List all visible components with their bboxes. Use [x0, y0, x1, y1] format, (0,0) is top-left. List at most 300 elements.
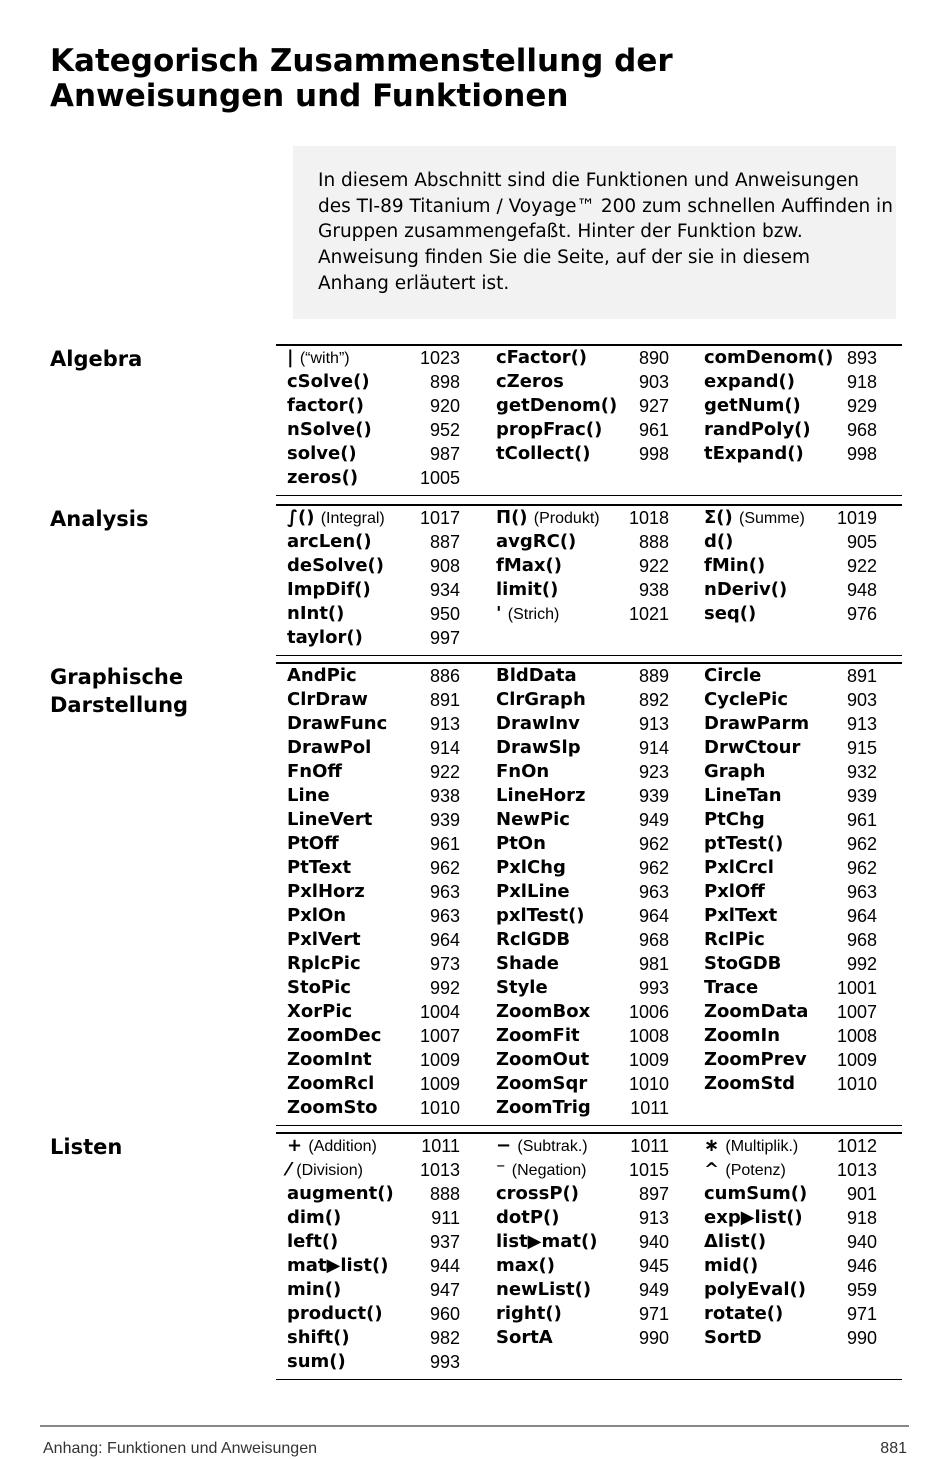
- page-reference: 914: [429, 738, 460, 758]
- page-reference: 913: [638, 714, 669, 734]
- page-reference: 968: [846, 930, 877, 950]
- page-reference: 913: [846, 714, 877, 734]
- page-reference: 922: [846, 556, 877, 576]
- table-row: [287, 880, 887, 904]
- function-name: FnOff: [287, 761, 342, 782]
- function-name: nSolve(): [287, 419, 372, 440]
- page-reference: 961: [429, 834, 460, 854]
- function-name: PxlText: [704, 905, 778, 926]
- table-row: [287, 1230, 887, 1254]
- function-name: ^ (Potenz): [704, 1159, 786, 1180]
- function-name: ⁄ (Division): [287, 1159, 363, 1180]
- page-reference: 948: [846, 580, 877, 600]
- function-name: getDenom(): [496, 395, 618, 416]
- table-row: [287, 736, 887, 760]
- function-name: max(): [496, 1255, 555, 1276]
- page-reference: 939: [429, 810, 460, 830]
- table-row: [287, 1024, 887, 1048]
- function-name: DrawSlp: [496, 737, 581, 758]
- page-reference: 1009: [419, 1074, 460, 1094]
- page-reference: 892: [638, 690, 669, 710]
- table-row: [287, 442, 887, 466]
- page-reference: 1001: [836, 978, 877, 998]
- function-name: fMax(): [496, 555, 562, 576]
- function-name: PxlChg: [496, 857, 566, 878]
- function-name: Trace: [704, 977, 759, 998]
- function-name: solve(): [287, 443, 357, 464]
- page-reference: 1013: [419, 1160, 460, 1180]
- function-name: DrawInv: [496, 713, 580, 734]
- function-name: sum(): [287, 1351, 346, 1372]
- page-reference: 963: [638, 882, 669, 902]
- page-reference: 1008: [836, 1026, 877, 1046]
- page-reference: 992: [429, 978, 460, 998]
- page-reference: 934: [429, 580, 460, 600]
- page-reference: 1004: [419, 1002, 460, 1022]
- table-row: [287, 1096, 887, 1120]
- function-name: dotP(): [496, 1207, 560, 1228]
- intro-line: In diesem Abschnitt sind die Funktionen und Anweisungen: [318, 170, 859, 191]
- function-name: taylor(): [287, 627, 363, 648]
- page-reference: 887: [429, 532, 460, 552]
- page-reference: 1021: [628, 604, 669, 624]
- function-name: fMin(): [704, 555, 766, 576]
- function-name: PxlVert: [287, 929, 361, 950]
- function-name: tCollect(): [496, 443, 591, 464]
- function-name: ClrGraph: [496, 689, 586, 710]
- page-reference: 1013: [836, 1160, 877, 1180]
- table-row: [287, 554, 887, 578]
- table-row: [287, 1302, 887, 1326]
- function-name: DrawPol: [287, 737, 372, 758]
- function-name: ptTest(): [704, 833, 784, 854]
- page-number: 881: [880, 1440, 907, 1457]
- section-heading-line: Listen: [50, 1135, 123, 1159]
- page-reference: 964: [429, 930, 460, 950]
- intro-line: Gruppen zusammengefaßt. Hinter der Funktion bzw.: [318, 221, 803, 243]
- function-name: SortA: [496, 1327, 553, 1348]
- page-reference: 890: [638, 348, 669, 368]
- function-name: dim(): [287, 1207, 342, 1228]
- page-reference: 981: [638, 954, 669, 974]
- table-row: [287, 760, 887, 784]
- page-reference: 939: [846, 786, 877, 806]
- page-reference: 964: [846, 906, 877, 926]
- table-row: [287, 1278, 887, 1302]
- page-reference: 929: [846, 396, 877, 416]
- page-reference: 944: [429, 1256, 460, 1276]
- table-row: [287, 808, 887, 832]
- intro-line: Anhang erläutert ist.: [318, 272, 510, 294]
- function-name: ZoomSto: [287, 1097, 378, 1118]
- page-reference: 914: [638, 738, 669, 758]
- function-name: ZoomRcl: [287, 1073, 375, 1094]
- function-table: [287, 664, 887, 1120]
- page-reference: 1005: [419, 468, 460, 488]
- function-name: | (“with”): [287, 347, 350, 368]
- table-row: [287, 1206, 887, 1230]
- page-reference: 949: [638, 1280, 669, 1300]
- function-name: limit(): [496, 579, 559, 600]
- function-name: Π() (Produkt): [496, 507, 600, 528]
- intro-line: des TI-89 Titanium / Voyage™ 200 zum schnellen Auffinden in: [318, 195, 893, 217]
- function-name: LineVert: [287, 809, 373, 830]
- function-name: seq(): [704, 603, 757, 624]
- page-reference: 901: [846, 1184, 877, 1204]
- page-reference: 915: [846, 738, 877, 758]
- function-name: ∫() (Integral): [287, 507, 385, 528]
- function-name: ZoomOut: [496, 1049, 590, 1070]
- page-reference: 913: [429, 714, 460, 734]
- page-reference: 903: [846, 690, 877, 710]
- intro-box: [293, 146, 896, 319]
- table-row: [287, 688, 887, 712]
- function-name: ZoomBox: [496, 1001, 591, 1022]
- function-name: cSolve(): [287, 371, 370, 392]
- function-name: DrawFunc: [287, 713, 388, 734]
- section-heading: [50, 505, 148, 533]
- page-reference: 998: [846, 444, 877, 464]
- function-name: getNum(): [704, 395, 801, 416]
- page-reference: 1017: [419, 508, 460, 528]
- function-name: cumSum(): [704, 1183, 808, 1204]
- function-name: StoGDB: [704, 953, 782, 974]
- page-reference: 997: [429, 628, 460, 648]
- page-reference: 1012: [836, 1136, 877, 1156]
- function-name: StoPic: [287, 977, 351, 998]
- page-reference: 922: [429, 762, 460, 782]
- table-row: [287, 784, 887, 808]
- function-name: Σ() (Summe): [704, 507, 805, 528]
- function-name: BldData: [496, 665, 577, 686]
- page-reference: 961: [638, 420, 669, 440]
- page-reference: 990: [846, 1328, 877, 1348]
- function-name: arcLen(): [287, 531, 372, 552]
- function-name: ZoomFit: [496, 1025, 580, 1046]
- page-reference: 992: [846, 954, 877, 974]
- function-name: cFactor(): [496, 347, 588, 368]
- function-name: Δlist(): [704, 1231, 767, 1252]
- table-row: [287, 1134, 887, 1158]
- page-reference: 949: [638, 810, 669, 830]
- page-reference: 905: [846, 532, 877, 552]
- function-name: ' (Strich): [496, 603, 560, 624]
- function-name: avgRC(): [496, 531, 577, 552]
- page-reference: 920: [429, 396, 460, 416]
- function-name: randPoly(): [704, 419, 811, 440]
- function-name: exp▶list(): [704, 1207, 803, 1228]
- table-bottom-rule: [276, 1125, 902, 1126]
- function-name: ZoomSqr: [496, 1073, 588, 1094]
- function-name: LineHorz: [496, 785, 586, 806]
- function-name: ⁻ (Negation): [496, 1159, 587, 1180]
- function-name: nDeriv(): [704, 579, 788, 600]
- page-reference: 938: [429, 786, 460, 806]
- table-row: [287, 664, 887, 688]
- function-table: [287, 1134, 887, 1374]
- page-reference: 947: [429, 1280, 460, 1300]
- page-reference: 940: [638, 1232, 669, 1252]
- page-reference: 908: [429, 556, 460, 576]
- page-reference: 903: [638, 372, 669, 392]
- page-reference: 993: [429, 1352, 460, 1372]
- function-name: DrawParm: [704, 713, 810, 734]
- function-name: tExpand(): [704, 443, 804, 464]
- function-name: shift(): [287, 1327, 350, 1348]
- table-row: [287, 856, 887, 880]
- table-row: [287, 1326, 887, 1350]
- table-row: [287, 1182, 887, 1206]
- function-name: ClrDraw: [287, 689, 368, 710]
- page-reference: 968: [846, 420, 877, 440]
- page-reference: 939: [638, 786, 669, 806]
- table-row: [287, 602, 887, 626]
- function-name: PtOff: [287, 833, 339, 854]
- function-name: mid(): [704, 1255, 759, 1276]
- page-reference: 945: [638, 1256, 669, 1276]
- section-heading-line: Analysis: [50, 507, 149, 531]
- page-reference: 968: [638, 930, 669, 950]
- page-reference: 938: [638, 580, 669, 600]
- page-reference: 886: [429, 666, 460, 686]
- function-name: Line: [287, 785, 330, 806]
- function-name: + (Addition): [287, 1135, 377, 1156]
- table-row: [287, 1158, 887, 1182]
- page-reference: 888: [429, 1184, 460, 1204]
- page-reference: 1018: [628, 508, 669, 528]
- title-line-2: Anweisungen und Funktionen: [50, 78, 569, 114]
- page-reference: 961: [846, 810, 877, 830]
- page-reference: 898: [429, 372, 460, 392]
- function-name: mat▶list(): [287, 1255, 389, 1276]
- page-reference: 891: [846, 666, 877, 686]
- function-table: [287, 346, 887, 490]
- function-name: Style: [496, 977, 548, 998]
- table-row: [287, 506, 887, 530]
- function-name: ImpDif(): [287, 579, 371, 600]
- title-line-1: Kategorisch Zusammenstellung der: [50, 43, 673, 79]
- function-table: [287, 506, 887, 650]
- table-bottom-rule: [276, 655, 902, 656]
- table-row: [287, 1000, 887, 1024]
- table-row: [287, 418, 887, 442]
- function-name: RclPic: [704, 929, 765, 950]
- page-reference: 1011: [630, 1136, 669, 1156]
- table-row: [287, 952, 887, 976]
- function-name: ZoomStd: [704, 1073, 795, 1094]
- function-name: ZoomPrev: [704, 1049, 807, 1070]
- page-reference: 962: [846, 858, 877, 878]
- function-name: left(): [287, 1231, 339, 1252]
- page-reference: 1015: [628, 1160, 669, 1180]
- table-row: [287, 976, 887, 1000]
- function-name: RplcPic: [287, 953, 361, 974]
- section-heading: [50, 663, 188, 719]
- function-name: Circle: [704, 665, 762, 686]
- function-name: deSolve(): [287, 555, 384, 576]
- page-reference: 918: [846, 372, 877, 392]
- function-name: ZoomTrig: [496, 1097, 591, 1118]
- function-name: list▶mat(): [496, 1231, 598, 1252]
- page-reference: 940: [846, 1232, 877, 1252]
- function-name: LineTan: [704, 785, 782, 806]
- function-name: PtOn: [496, 833, 546, 854]
- function-name: PxlOff: [704, 881, 765, 902]
- page-reference: 1010: [419, 1098, 460, 1118]
- function-name: right(): [496, 1303, 562, 1324]
- page-reference: 918: [846, 1208, 877, 1228]
- section-heading-line: Darstellung: [50, 693, 189, 717]
- function-name: DrwCtour: [704, 737, 801, 758]
- section-heading-line: Algebra: [50, 347, 143, 371]
- table-row: [287, 904, 887, 928]
- page-reference: 946: [846, 1256, 877, 1276]
- table-row: [287, 370, 887, 394]
- page-reference: 913: [638, 1208, 669, 1228]
- page-reference: 923: [638, 762, 669, 782]
- page-reference: 976: [846, 604, 877, 624]
- table-bottom-rule: [276, 1379, 902, 1380]
- function-name: crossP(): [496, 1183, 579, 1204]
- page-reference: 962: [846, 834, 877, 854]
- page-reference: 891: [429, 690, 460, 710]
- page-reference: 1009: [628, 1050, 669, 1070]
- table-row: [287, 466, 887, 490]
- page-reference: 1007: [836, 1002, 877, 1022]
- page-reference: 998: [638, 444, 669, 464]
- page-reference: 950: [429, 604, 460, 624]
- function-name: NewPic: [496, 809, 570, 830]
- table-row: [287, 712, 887, 736]
- function-name: PxlLine: [496, 881, 570, 902]
- table-row: [287, 626, 887, 650]
- function-name: PxlHorz: [287, 881, 365, 902]
- table-row: [287, 928, 887, 952]
- function-name: product(): [287, 1303, 383, 1324]
- page-reference: 971: [846, 1304, 877, 1324]
- function-name: polyEval(): [704, 1279, 806, 1300]
- page-reference: 993: [638, 978, 669, 998]
- function-name: newList(): [496, 1279, 592, 1300]
- section-heading-line: Graphische: [50, 665, 184, 689]
- page-reference: 987: [429, 444, 460, 464]
- page-reference: 1011: [421, 1136, 460, 1156]
- function-name: RclGDB: [496, 929, 571, 950]
- function-name: rotate(): [704, 1303, 784, 1324]
- table-bottom-rule: [276, 495, 902, 496]
- function-name: ZoomIn: [704, 1025, 781, 1046]
- page-reference: 932: [846, 762, 877, 782]
- page-reference: 1007: [419, 1026, 460, 1046]
- function-name: Shade: [496, 953, 560, 974]
- page-reference: 1008: [628, 1026, 669, 1046]
- page-reference: 963: [846, 882, 877, 902]
- page-reference: 962: [429, 858, 460, 878]
- function-name: XorPic: [287, 1001, 353, 1022]
- function-name: zeros(): [287, 467, 359, 488]
- section-heading: [50, 345, 142, 373]
- function-name: Graph: [704, 761, 766, 782]
- page-reference: 962: [638, 834, 669, 854]
- intro-line: Anweisung finden Sie die Seite, auf der sie in diesem: [318, 247, 810, 269]
- page-reference: 1009: [419, 1050, 460, 1070]
- function-name: CyclePic: [704, 689, 789, 710]
- function-name: pxlTest(): [496, 905, 585, 926]
- page-reference: 963: [429, 882, 460, 902]
- function-name: PxlOn: [287, 905, 347, 926]
- function-name: AndPic: [287, 665, 357, 686]
- table-row: [287, 832, 887, 856]
- page-reference: 959: [846, 1280, 877, 1300]
- function-name: cZeros: [496, 371, 564, 392]
- function-name: ∗ (Multiplik.): [704, 1135, 799, 1156]
- page-reference: 964: [638, 906, 669, 926]
- function-name: augment(): [287, 1183, 394, 1204]
- function-name: PxlCrcl: [704, 857, 774, 878]
- page-reference: 960: [429, 1304, 460, 1324]
- function-name: ZoomData: [704, 1001, 809, 1022]
- page-reference: 1006: [628, 1002, 669, 1022]
- table-row: [287, 1048, 887, 1072]
- section-heading: [50, 1133, 122, 1161]
- page-reference: 952: [429, 420, 460, 440]
- page-title: [50, 44, 910, 114]
- table-row: [287, 346, 887, 370]
- function-name: PtText: [287, 857, 352, 878]
- function-name: d(): [704, 531, 734, 552]
- table-row: [287, 578, 887, 602]
- function-name: SortD: [704, 1327, 762, 1348]
- function-name: nInt(): [287, 603, 345, 624]
- table-row: [287, 1254, 887, 1278]
- function-name: propFrac(): [496, 419, 603, 440]
- footer-rule: [40, 1425, 909, 1427]
- page-reference: 982: [429, 1328, 460, 1348]
- page-reference: 963: [429, 906, 460, 926]
- page-reference: 927: [638, 396, 669, 416]
- page-reference: 893: [846, 348, 877, 368]
- page-reference: 971: [638, 1304, 669, 1324]
- page-reference: 889: [638, 666, 669, 686]
- page-reference: 937: [429, 1232, 460, 1252]
- page-reference: 1010: [836, 1074, 877, 1094]
- function-name: − (Subtrak.): [496, 1135, 588, 1156]
- table-row: [287, 1072, 887, 1096]
- function-name: ZoomInt: [287, 1049, 372, 1070]
- function-name: expand(): [704, 371, 796, 392]
- footer-section-title: Anhang: Funktionen und Anweisungen: [43, 1440, 317, 1457]
- table-row: [287, 530, 887, 554]
- function-name: comDenom(): [704, 347, 834, 368]
- function-name: PtChg: [704, 809, 765, 830]
- page-reference: 973: [429, 954, 460, 974]
- table-row: [287, 1350, 887, 1374]
- page-reference: 888: [638, 532, 669, 552]
- function-name: FnOn: [496, 761, 550, 782]
- page-reference: 1009: [836, 1050, 877, 1070]
- page-reference: 962: [638, 858, 669, 878]
- page-reference: 911: [431, 1208, 460, 1228]
- function-name: min(): [287, 1279, 342, 1300]
- page-reference: 990: [638, 1328, 669, 1348]
- page-reference: 1010: [628, 1074, 669, 1094]
- page-reference: 897: [638, 1184, 669, 1204]
- page-reference: 1023: [419, 348, 460, 368]
- function-name: ZoomDec: [287, 1025, 382, 1046]
- page-reference: 1011: [630, 1098, 669, 1118]
- function-name: factor(): [287, 395, 364, 416]
- page-reference: 1019: [836, 508, 877, 528]
